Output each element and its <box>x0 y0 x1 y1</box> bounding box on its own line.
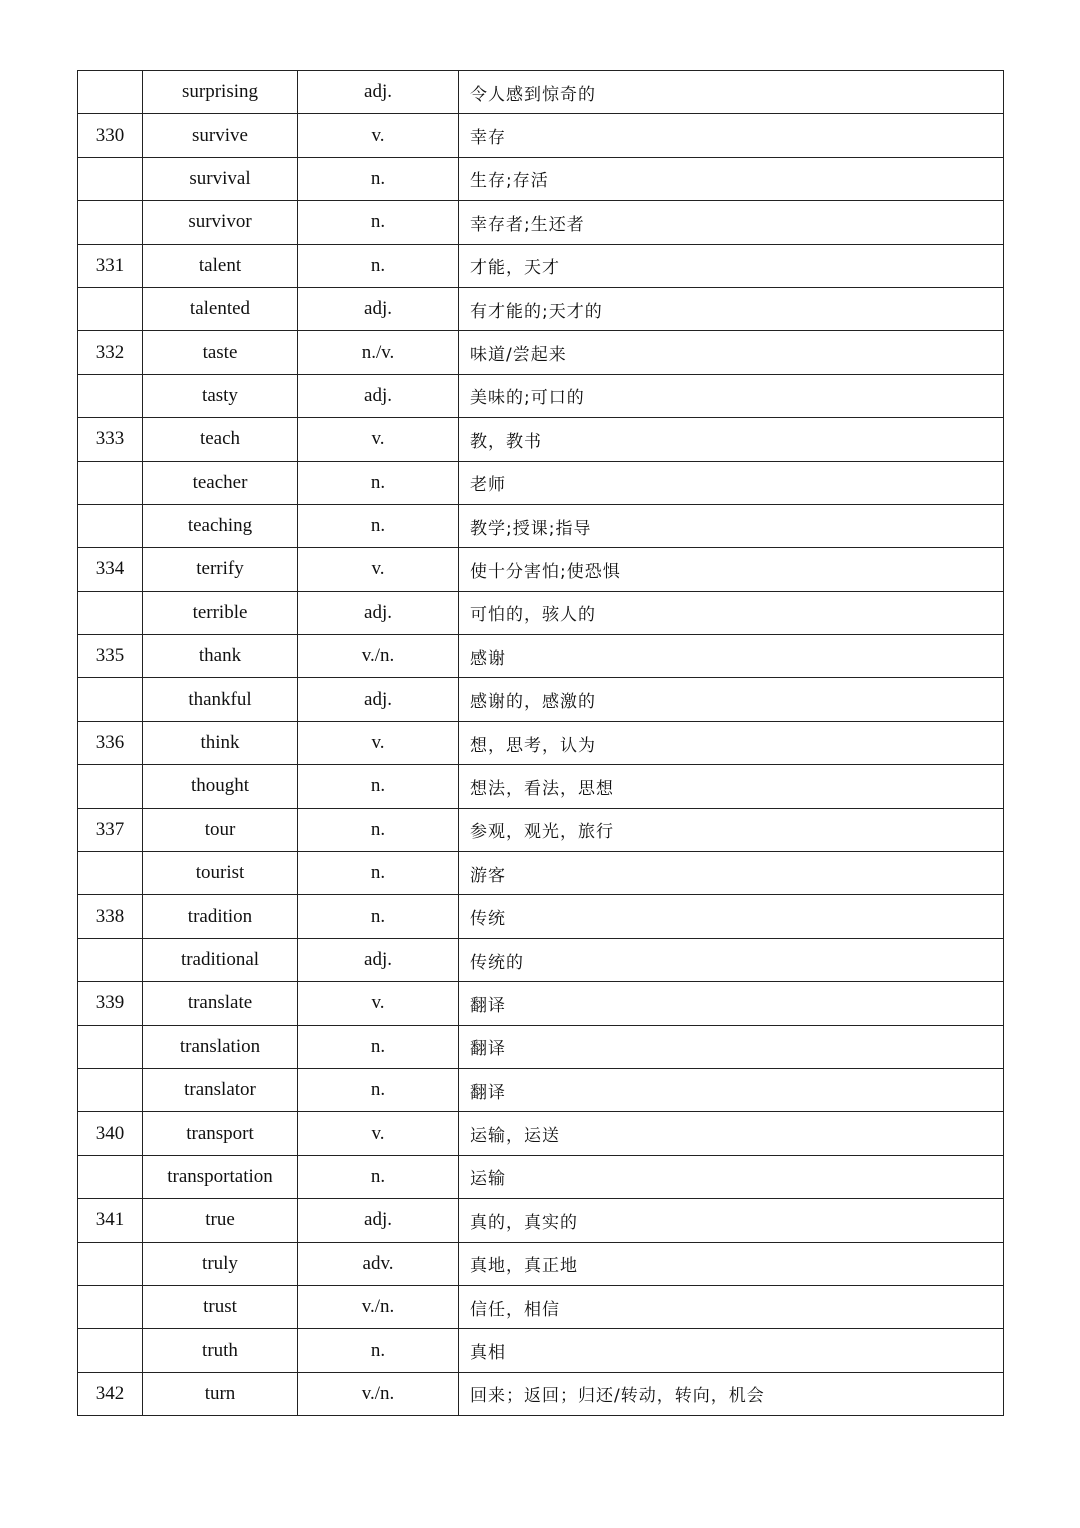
entry-number-cell: 335 <box>78 635 143 678</box>
vocabulary-table <box>77 70 1004 1416</box>
word-cell: thought <box>143 765 298 808</box>
entry-number-cell: 340 <box>78 1112 143 1155</box>
word-cell: thankful <box>143 678 298 721</box>
word-cell: survival <box>143 157 298 200</box>
chinese-meaning-cell: 生存;存活 <box>459 157 1004 200</box>
word-cell: trust <box>143 1285 298 1328</box>
table-row <box>78 808 1004 851</box>
part-of-speech-cell: adj. <box>298 591 459 634</box>
entry-number-cell: 339 <box>78 982 143 1025</box>
entry-number-cell: 333 <box>78 418 143 461</box>
chinese-meaning-cell: 游客 <box>459 852 1004 895</box>
part-of-speech-cell: adj. <box>298 938 459 981</box>
chinese-meaning-cell: 想法，看法，思想 <box>459 765 1004 808</box>
word-cell: survivor <box>143 201 298 244</box>
entry-number-cell <box>78 287 143 330</box>
part-of-speech-cell: adj. <box>298 678 459 721</box>
part-of-speech-cell: n. <box>298 1068 459 1111</box>
entry-number-cell <box>78 157 143 200</box>
word-cell: terrify <box>143 548 298 591</box>
word-cell: traditional <box>143 938 298 981</box>
part-of-speech-cell: n. <box>298 461 459 504</box>
word-cell: tasty <box>143 374 298 417</box>
entry-number-cell <box>78 852 143 895</box>
entry-number-cell: 331 <box>78 244 143 287</box>
entry-number-cell <box>78 938 143 981</box>
table-row <box>78 591 1004 634</box>
entry-number-cell: 336 <box>78 721 143 764</box>
table-row <box>78 244 1004 287</box>
table-row <box>78 374 1004 417</box>
entry-number-cell <box>78 1329 143 1372</box>
word-cell: teach <box>143 418 298 461</box>
word-cell: talent <box>143 244 298 287</box>
entry-number-cell: 337 <box>78 808 143 851</box>
chinese-meaning-cell: 味道/尝起来 <box>459 331 1004 374</box>
table-row <box>78 1372 1004 1415</box>
entry-number-cell <box>78 591 143 634</box>
entry-number-cell <box>78 201 143 244</box>
chinese-meaning-cell: 翻译 <box>459 1068 1004 1111</box>
word-cell: turn <box>143 1372 298 1415</box>
word-cell: tradition <box>143 895 298 938</box>
part-of-speech-cell: n. <box>298 157 459 200</box>
word-cell: true <box>143 1199 298 1242</box>
table-row <box>78 1025 1004 1068</box>
table-row <box>78 678 1004 721</box>
table-row <box>78 1112 1004 1155</box>
table-row <box>78 852 1004 895</box>
table-row <box>78 982 1004 1025</box>
word-cell: translation <box>143 1025 298 1068</box>
part-of-speech-cell: v. <box>298 721 459 764</box>
chinese-meaning-cell: 运输，运送 <box>459 1112 1004 1155</box>
word-cell: tour <box>143 808 298 851</box>
table-row <box>78 201 1004 244</box>
chinese-meaning-cell: 才能，天才 <box>459 244 1004 287</box>
entry-number-cell: 334 <box>78 548 143 591</box>
chinese-meaning-cell: 想，思考，认为 <box>459 721 1004 764</box>
table-row <box>78 1285 1004 1328</box>
chinese-meaning-cell: 翻译 <box>459 982 1004 1025</box>
word-cell: tourist <box>143 852 298 895</box>
chinese-meaning-cell: 传统的 <box>459 938 1004 981</box>
table-row <box>78 504 1004 547</box>
table-row <box>78 331 1004 374</box>
part-of-speech-cell: adv. <box>298 1242 459 1285</box>
part-of-speech-cell: n./v. <box>298 331 459 374</box>
table-row <box>78 71 1004 114</box>
part-of-speech-cell: adj. <box>298 1199 459 1242</box>
word-cell: truth <box>143 1329 298 1372</box>
table-row <box>78 1242 1004 1285</box>
table-row <box>78 765 1004 808</box>
word-cell: transportation <box>143 1155 298 1198</box>
table-row <box>78 721 1004 764</box>
part-of-speech-cell: n. <box>298 808 459 851</box>
entry-number-cell: 330 <box>78 114 143 157</box>
word-cell: truly <box>143 1242 298 1285</box>
table-row <box>78 114 1004 157</box>
part-of-speech-cell: v./n. <box>298 1285 459 1328</box>
entry-number-cell: 342 <box>78 1372 143 1415</box>
part-of-speech-cell: n. <box>298 895 459 938</box>
part-of-speech-cell: n. <box>298 1025 459 1068</box>
word-cell: transport <box>143 1112 298 1155</box>
word-cell: taste <box>143 331 298 374</box>
chinese-meaning-cell: 教，教书 <box>459 418 1004 461</box>
chinese-meaning-cell: 传统 <box>459 895 1004 938</box>
part-of-speech-cell: n. <box>298 201 459 244</box>
table-row <box>78 635 1004 678</box>
word-cell: talented <box>143 287 298 330</box>
part-of-speech-cell: v./n. <box>298 1372 459 1415</box>
chinese-meaning-cell: 参观，观光，旅行 <box>459 808 1004 851</box>
entry-number-cell <box>78 1155 143 1198</box>
part-of-speech-cell: v./n. <box>298 635 459 678</box>
vocabulary-table-body <box>78 71 1004 1416</box>
word-cell: translate <box>143 982 298 1025</box>
entry-number-cell <box>78 1068 143 1111</box>
part-of-speech-cell: adj. <box>298 71 459 114</box>
part-of-speech-cell: adj. <box>298 374 459 417</box>
table-row <box>78 1155 1004 1198</box>
chinese-meaning-cell: 可怕的，骇人的 <box>459 591 1004 634</box>
entry-number-cell <box>78 1242 143 1285</box>
chinese-meaning-cell: 感谢 <box>459 635 1004 678</box>
table-row <box>78 548 1004 591</box>
part-of-speech-cell: v. <box>298 1112 459 1155</box>
chinese-meaning-cell: 感谢的，感激的 <box>459 678 1004 721</box>
word-cell: think <box>143 721 298 764</box>
entry-number-cell <box>78 765 143 808</box>
chinese-meaning-cell: 真地，真正地 <box>459 1242 1004 1285</box>
part-of-speech-cell: n. <box>298 1155 459 1198</box>
part-of-speech-cell: v. <box>298 418 459 461</box>
word-cell: translator <box>143 1068 298 1111</box>
word-cell: teacher <box>143 461 298 504</box>
chinese-meaning-cell: 有才能的;天才的 <box>459 287 1004 330</box>
entry-number-cell: 341 <box>78 1199 143 1242</box>
word-cell: thank <box>143 635 298 678</box>
part-of-speech-cell: n. <box>298 504 459 547</box>
chinese-meaning-cell: 真相 <box>459 1329 1004 1372</box>
table-row <box>78 895 1004 938</box>
table-row <box>78 938 1004 981</box>
chinese-meaning-cell: 美味的;可口的 <box>459 374 1004 417</box>
table-row <box>78 1199 1004 1242</box>
part-of-speech-cell: n. <box>298 1329 459 1372</box>
word-cell: surprising <box>143 71 298 114</box>
chinese-meaning-cell: 真的，真实的 <box>459 1199 1004 1242</box>
chinese-meaning-cell: 信任，相信 <box>459 1285 1004 1328</box>
entry-number-cell: 338 <box>78 895 143 938</box>
entry-number-cell <box>78 678 143 721</box>
word-cell: terrible <box>143 591 298 634</box>
chinese-meaning-cell: 翻译 <box>459 1025 1004 1068</box>
table-row <box>78 1068 1004 1111</box>
part-of-speech-cell: adj. <box>298 287 459 330</box>
entry-number-cell <box>78 461 143 504</box>
chinese-meaning-cell: 老师 <box>459 461 1004 504</box>
part-of-speech-cell: n. <box>298 244 459 287</box>
entry-number-cell <box>78 1025 143 1068</box>
part-of-speech-cell: v. <box>298 982 459 1025</box>
chinese-meaning-cell: 使十分害怕;使恐惧 <box>459 548 1004 591</box>
part-of-speech-cell: v. <box>298 114 459 157</box>
table-row <box>78 1329 1004 1372</box>
chinese-meaning-cell: 运输 <box>459 1155 1004 1198</box>
table-row <box>78 418 1004 461</box>
entry-number-cell: 332 <box>78 331 143 374</box>
entry-number-cell <box>78 374 143 417</box>
part-of-speech-cell: n. <box>298 852 459 895</box>
table-row <box>78 157 1004 200</box>
chinese-meaning-cell: 回来；返回；归还/转动，转向，机会 <box>459 1372 1004 1415</box>
chinese-meaning-cell: 幸存 <box>459 114 1004 157</box>
part-of-speech-cell: v. <box>298 548 459 591</box>
chinese-meaning-cell: 令人感到惊奇的 <box>459 71 1004 114</box>
word-cell: teaching <box>143 504 298 547</box>
entry-number-cell <box>78 71 143 114</box>
table-row <box>78 287 1004 330</box>
table-row <box>78 461 1004 504</box>
chinese-meaning-cell: 教学;授课;指导 <box>459 504 1004 547</box>
word-cell: survive <box>143 114 298 157</box>
part-of-speech-cell: n. <box>298 765 459 808</box>
chinese-meaning-cell: 幸存者;生还者 <box>459 201 1004 244</box>
entry-number-cell <box>78 504 143 547</box>
entry-number-cell <box>78 1285 143 1328</box>
